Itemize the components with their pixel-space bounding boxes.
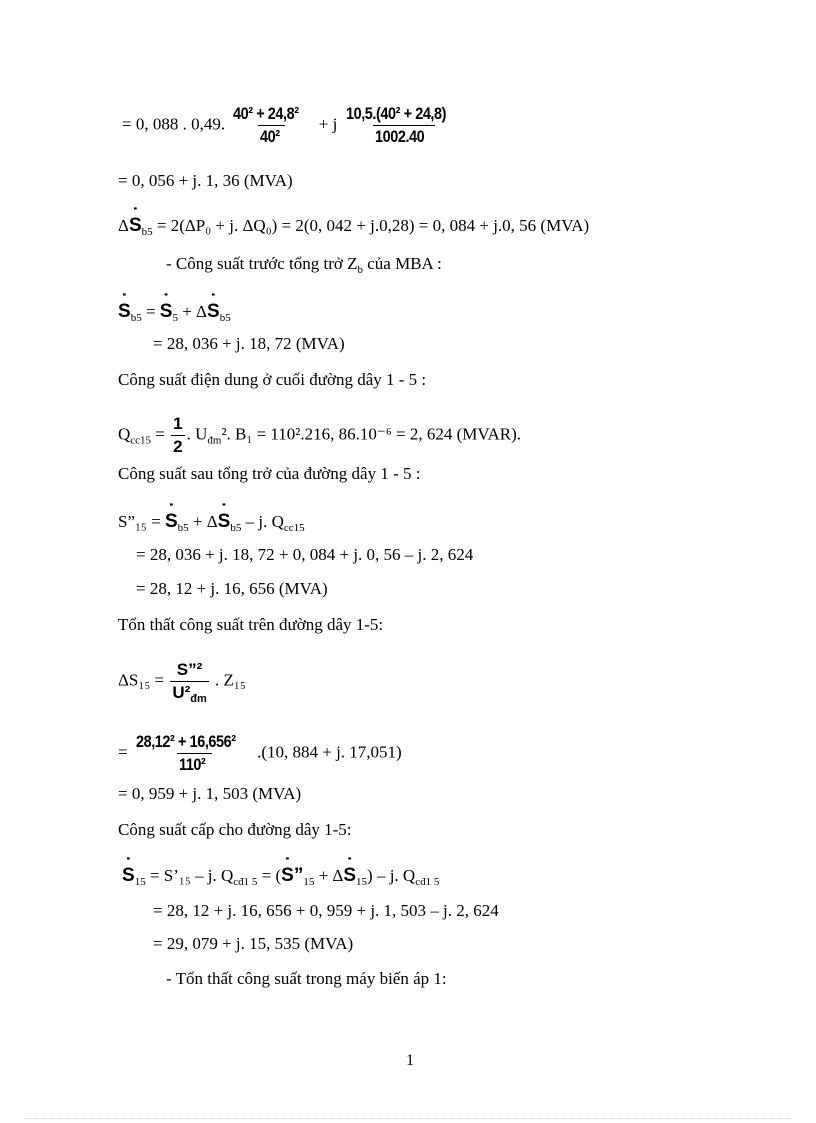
s-dot-symbol: ˙ S bbox=[122, 866, 135, 886]
fraction-2 bbox=[344, 104, 466, 147]
eq8-q: Q bbox=[118, 424, 131, 444]
fraction-half bbox=[171, 414, 184, 457]
delta-symbol: Δ bbox=[118, 216, 129, 235]
page-number: 1 bbox=[406, 1052, 414, 1069]
bullet-4-text: - Công suất trước tổng trở Z bbox=[166, 254, 358, 273]
fraction-values-denominator: 110² bbox=[178, 755, 206, 774]
eq1-lead: = 0, 088 . 0,49. bbox=[122, 114, 226, 134]
eq8-rest2: ². B₁ = 110².216, 86.10⁻⁶ = 2, 624 (MVAR). bbox=[221, 424, 521, 444]
eq10-rest: – j. Q bbox=[245, 512, 284, 531]
equation-line-3 bbox=[118, 216, 589, 236]
eq10-sub2: b5 bbox=[230, 522, 242, 534]
s-dot-symbol: ˙ S bbox=[218, 512, 231, 532]
heading-line-17: Công suất cấp cho đường dây 1-5: bbox=[118, 820, 352, 839]
fraction-values bbox=[134, 732, 255, 775]
eq10-lead: S”₁₅ = bbox=[118, 512, 161, 531]
equation-line-19: = 28, 12 + j. 16, 656 + 0, 959 + j. 1, 503 – j. 2, 624 bbox=[153, 901, 499, 920]
eq8-rest: . U bbox=[186, 424, 208, 444]
fraction-loss-denominator: U² bbox=[172, 683, 191, 702]
eq5-sub2: 5 bbox=[172, 312, 178, 324]
s-dot-symbol: ˙ S bbox=[160, 302, 173, 322]
bullet-line-4 bbox=[166, 254, 442, 274]
equation-line-10 bbox=[118, 512, 305, 532]
bullet-4-subscript: b bbox=[357, 264, 363, 276]
eq5-sub3: b5 bbox=[219, 312, 231, 324]
equation-line-12: = 28, 12 + j. 16, 656 (MVA) bbox=[136, 579, 328, 598]
eq10-q-sub: cc15 bbox=[283, 522, 305, 534]
eq14-lead: ΔS₁₅ = bbox=[118, 670, 165, 690]
eq18-q-sub2: cđ1 5 bbox=[415, 876, 440, 888]
s-dot-symbol: ˙ S bbox=[207, 302, 220, 322]
equation-line-16: = 0, 959 + j. 1, 503 (MVA) bbox=[118, 784, 302, 803]
equation-line-2: = 0, 056 + j. 1, 36 (MVA) bbox=[118, 171, 293, 190]
eq5-plus-delta: + Δ bbox=[182, 302, 207, 321]
equation-line-15 bbox=[118, 732, 402, 775]
eq15-lead: = bbox=[118, 742, 128, 762]
equation-line-20: = 29, 079 + j. 15, 535 (MVA) bbox=[153, 934, 354, 953]
fraction-values-numerator: 28,12² + 16,656² bbox=[135, 732, 236, 751]
eq18-equals: = ( bbox=[261, 866, 282, 885]
eq3-subscript: b5 bbox=[141, 226, 153, 238]
equation-line-8 bbox=[118, 414, 521, 457]
eq18-tail: ) – j. Q bbox=[367, 866, 416, 885]
eq10-sub1: b5 bbox=[177, 522, 189, 534]
page-bottom-divider bbox=[24, 1118, 792, 1119]
s-dot-symbol: ˙ S bbox=[118, 302, 131, 322]
fraction-half-numerator: 1 bbox=[173, 414, 183, 433]
equation-line-1 bbox=[122, 104, 467, 147]
equation-line-5 bbox=[118, 302, 231, 322]
eq14-rest: . Z₁₅ bbox=[215, 670, 246, 690]
eq15-rest: .(10, 884 + j. 17,051) bbox=[257, 742, 402, 762]
fraction-loss-numerator: S”² bbox=[176, 660, 203, 679]
fraction-loss-den-sub: đm bbox=[190, 693, 207, 705]
heading-line-9: Công suất sau tổng trở của đường dây 1 - 5 : bbox=[118, 464, 421, 483]
heading-line-7: Công suất điện dung ở cuối đường dây 1 - 5 : bbox=[118, 370, 427, 389]
eq18-q-sub: cđ1 5 bbox=[233, 876, 258, 888]
fraction-2-numerator: 10,5.(40² + 24,8) bbox=[345, 104, 446, 123]
eq5-equals: = bbox=[145, 302, 156, 321]
fraction-1 bbox=[231, 104, 312, 147]
bullet-4-end: của MBA : bbox=[363, 254, 442, 273]
s-dot-symbol: ˙ S bbox=[165, 512, 178, 532]
equation-line-14 bbox=[118, 660, 246, 703]
eq18-mid: = S’₁₅ – j. Q bbox=[149, 866, 234, 885]
eq18-plus-delta: + Δ bbox=[318, 866, 344, 885]
eq5-sub1: b5 bbox=[130, 312, 142, 324]
fraction-2-denominator: 1002.40 bbox=[375, 127, 425, 146]
eq10-plus-delta: + Δ bbox=[192, 512, 218, 531]
eq3-rest: = 2(ΔP₀ + j. ΔQ₀) = 2(0, 042 + j.0,28) = 0, 084 + j.0, 56 (MVA) bbox=[156, 216, 590, 235]
s-dot-symbol: ˙ S” bbox=[281, 866, 303, 886]
equation-line-6: = 28, 036 + j. 18, 72 (MVA) bbox=[153, 334, 345, 353]
eq8-q-sub: cc15 bbox=[130, 434, 152, 447]
s-dot-symbol: ˙ S bbox=[129, 216, 142, 236]
equation-line-11: = 28, 036 + j. 18, 72 + 0, 084 + j. 0, 56 – j. 2, 624 bbox=[136, 545, 474, 564]
s-dot-symbol: ˙ S bbox=[343, 866, 356, 886]
eq18-sub2: 15 bbox=[303, 876, 315, 888]
fraction-1-denominator: 40² bbox=[260, 127, 281, 146]
bullet-line-21: - Tổn thất công suất trong máy biến áp 1: bbox=[166, 969, 447, 988]
eq18-sub1: 15 bbox=[134, 876, 146, 888]
fraction-1-numerator: 40² + 24,8² bbox=[233, 104, 299, 123]
eq1-plus-j: + j bbox=[318, 114, 338, 134]
fraction-loss bbox=[170, 660, 208, 703]
eq8-equals: = bbox=[155, 424, 165, 444]
heading-line-13: Tổn thất công suất trên đường dây 1-5: bbox=[118, 615, 384, 634]
equation-line-18 bbox=[122, 866, 439, 886]
fraction-half-denominator: 2 bbox=[173, 437, 183, 456]
eq18-sub3: 15 bbox=[356, 876, 368, 888]
eq8-u-sub: đm bbox=[207, 434, 222, 447]
